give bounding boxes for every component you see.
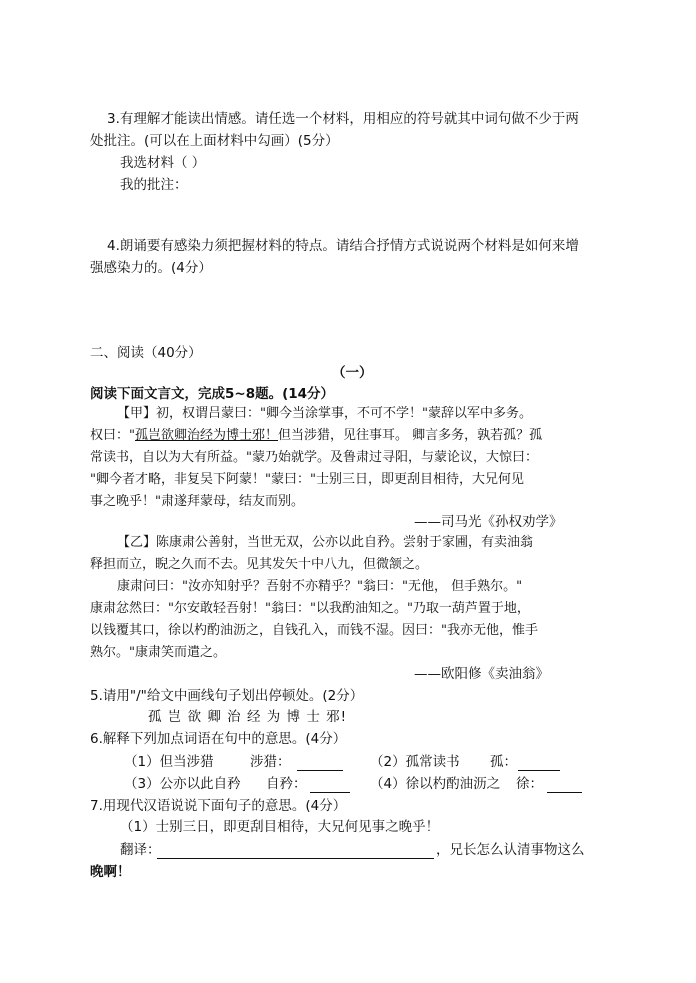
passage-yi-line4: 康肃忿然曰："尔安敢轻吾射！"翁曰："以我酌油知之。"乃取一葫芦置于地，	[90, 601, 530, 616]
q6-item3: （3）公亦以此自矜	[124, 776, 241, 792]
passage-yi-line5: 以钱覆其口，徐以杓酌油沥之，自钱孔入，而钱不湿。因曰："我亦无他，惟手	[90, 623, 538, 638]
q6-item2: （2）孤常读书	[370, 754, 460, 770]
passage-yi-line2: 释担而立，睨之久而不去。见其发矢十中八九，但微颔之。	[90, 557, 429, 572]
q5-sentence: 孤 岂 欲 卿 治 经 为 博 士 邪!	[148, 709, 348, 725]
q4-line2: 强感染力的。(4分）	[90, 260, 212, 276]
q7-translation-blank[interactable]	[157, 844, 434, 859]
q3-note: 我的批注：	[120, 177, 188, 193]
q6-item4-label: 徐：	[516, 776, 543, 792]
q6-item4: （4）徐以杓酌油沥之	[370, 776, 501, 792]
q6-item3-label: 自矜：	[266, 776, 307, 792]
q6-answer3-blank[interactable]	[310, 778, 350, 793]
q5-text: 5.请用"/"给文中画线句子划出停顿处。(2分）	[90, 688, 364, 704]
q7-sentence: （1）士别三日，即更刮目相待，大兄何见事之晚乎！	[120, 819, 440, 835]
q6-answer2-blank[interactable]	[518, 756, 560, 771]
passage-jia-line5: 事之晚乎！"肃遂拜蒙母，结友而别。	[90, 494, 304, 509]
q6-answer1-blank[interactable]	[297, 756, 343, 771]
q7-text: 7.用现代汉语说说下面句子的意思。(4分）	[90, 798, 347, 814]
passage-jia-line3: 常读书，自以为大有所益。"蒙乃始就学。及鲁肃过寻阳，与蒙论议，大惊曰：	[90, 450, 538, 465]
q6-answer4-blank[interactable]	[547, 778, 582, 793]
passage-yi-source: ——欧阳修《卖油翁》	[414, 666, 549, 682]
passage-yi-line6: 熟尔。"康肃笑而遣之。	[90, 645, 226, 660]
q7-translate-label: 翻译：	[120, 842, 161, 858]
section-title: 二、阅读（40分）	[90, 345, 202, 361]
passage-jia-line1: 【甲】初，权谓吕蒙曰："卿今当涂掌事，不可不学！"蒙辞以军中多务。	[117, 406, 532, 421]
q6-item1: （1）但当涉猎	[124, 754, 214, 770]
underlined-sentence: 孤岂欲卿治经为博士邪！	[134, 428, 278, 443]
q3-choose: 我选材料（ ）	[120, 155, 206, 171]
passage-jia-source: ——司马光《孙权劝学》	[414, 514, 563, 530]
q6-text: 6.解释下列加点词语在句中的意思。(4分）	[90, 731, 347, 747]
q7-translate-end: 晚啊！	[90, 864, 131, 880]
q3-line2: 处批注。(可以在上面材料中勾画）(5分）	[90, 133, 339, 149]
passage-jia-line4: "卿今者才略，非复吴下阿蒙！"蒙曰："士别三日，即更刮目相待，大兄何见	[90, 472, 524, 487]
q4-line1: 4.朗诵要有感染力须把握材料的特点。请结合抒情方式说说两个材料是如何来增	[107, 238, 579, 254]
reading-instruction: 阅读下面文言文，完成5~8题。(14分）	[90, 386, 335, 402]
q6-item2-label: 孤：	[490, 754, 517, 770]
passage-jia-line2: 权曰："孤岂欲卿治经为博士邪！但当涉猎，见往事耳。 卿言多务，孰若孤？孤	[90, 428, 543, 443]
passage-yi-line1: 【乙】陈康肃公善射，当世无双，公亦以此自矜。尝射于家圃，有卖油翁	[117, 535, 534, 550]
q3-line1: 3.有理解才能读出情感。请任选一个材料，用相应的符号就其中词句做不少于两	[107, 111, 579, 127]
q6-item1-label: 涉猎：	[250, 754, 291, 770]
q7-translate-tail: ，兄长怎么认清事物这么	[436, 842, 585, 858]
part-heading: （一）	[332, 365, 373, 381]
passage-yi-line3: 康肃问曰："汝亦知射乎？吾射不亦精乎？"翁曰："无他， 但手熟尔。"	[117, 579, 523, 594]
